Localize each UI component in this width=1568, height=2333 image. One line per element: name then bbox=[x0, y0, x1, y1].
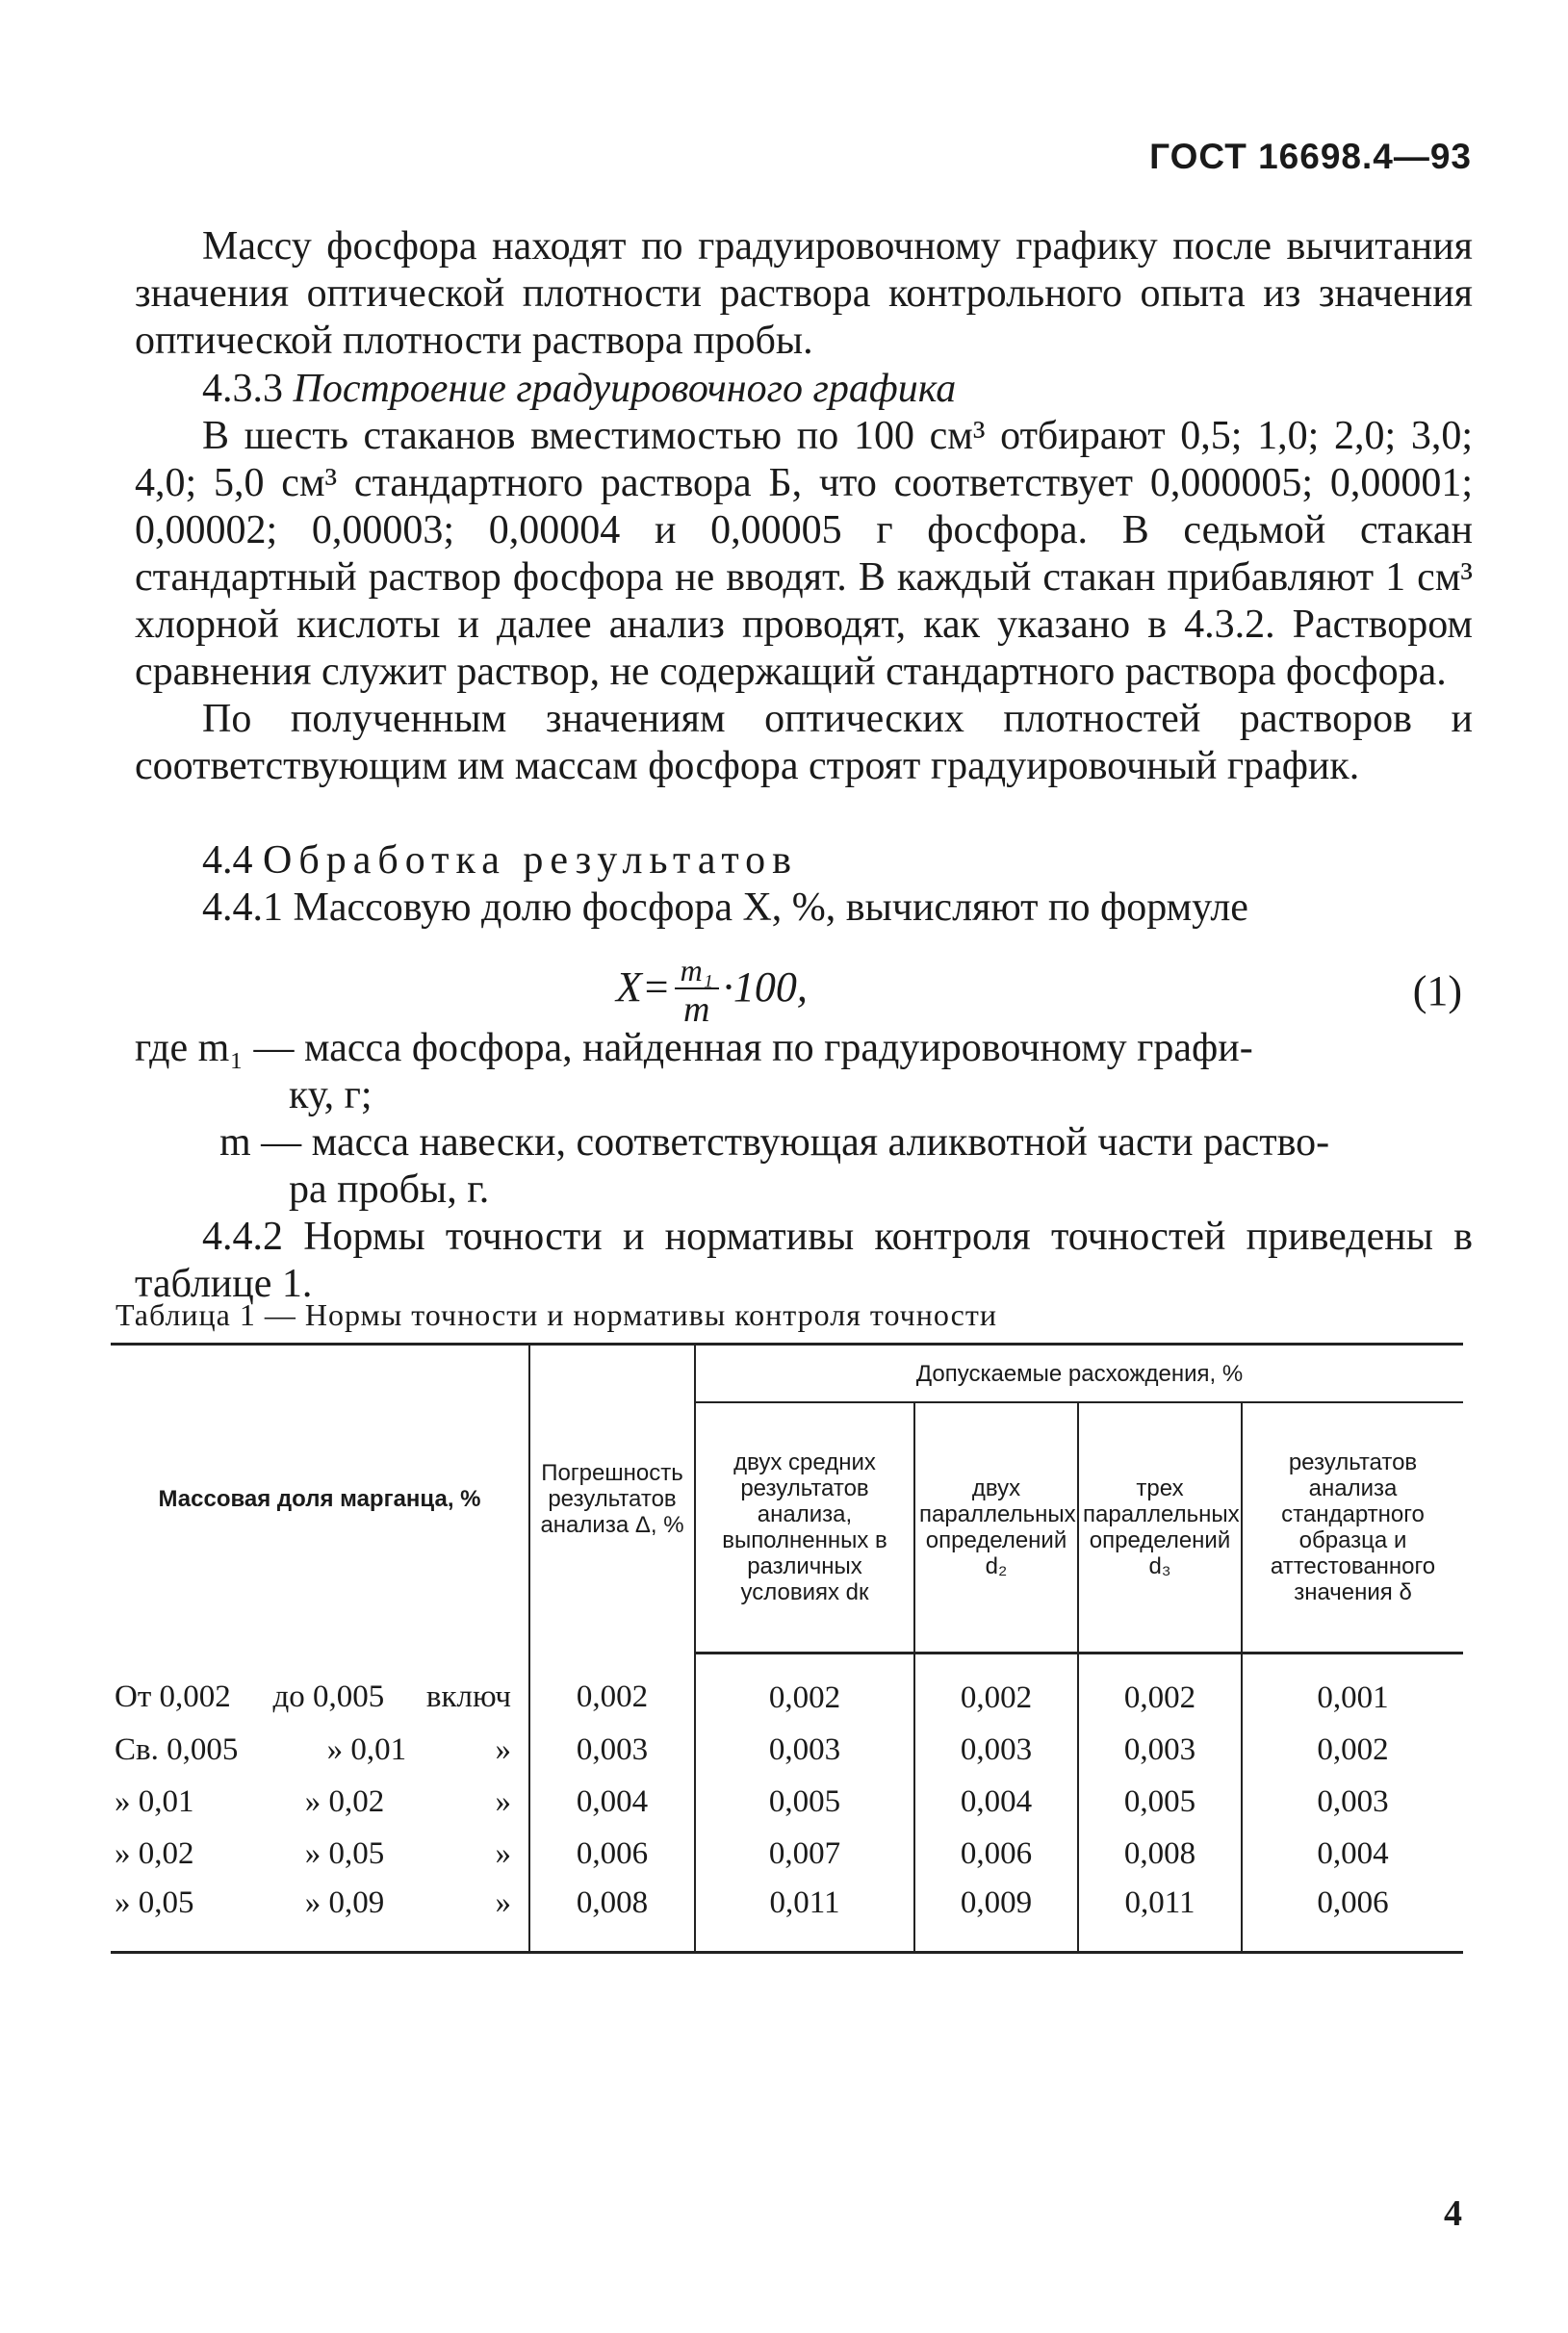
paragraph-mass-phosphorus: Массу фосфора находят по градуировочному графику после вычитания значения оптической плотности раствора контрольного опыта из значения оптической плотности раствора пробы. bbox=[135, 224, 1473, 363]
range-part: » 0,01 bbox=[326, 1731, 407, 1767]
range-part: » bbox=[495, 1835, 511, 1871]
cell-dk: 0,007 bbox=[695, 1828, 914, 1880]
cell-delta: 0,001 bbox=[1242, 1654, 1463, 1725]
header-dk: двух средних результатов анализа, выполненных в различных условиях dк bbox=[695, 1402, 914, 1654]
header-mass-fraction: Массовая доля марганца, % bbox=[111, 1345, 529, 1654]
cell-error: 0,003 bbox=[529, 1724, 695, 1776]
cell-d2: 0,009 bbox=[914, 1880, 1078, 1953]
formula bbox=[616, 953, 808, 1030]
range-part: » 0,01 bbox=[115, 1783, 194, 1819]
cell-d2: 0,003 bbox=[914, 1724, 1078, 1776]
formula-lhs: X= bbox=[616, 963, 671, 1012]
table-caption: Таблица 1 — Нормы точности и нормативы контроля точности bbox=[116, 1297, 997, 1332]
range-part: Св. 0,005 bbox=[115, 1731, 239, 1767]
range-part: » 0,05 bbox=[304, 1835, 385, 1871]
range-part: » 0,09 bbox=[304, 1885, 385, 1920]
document-header: ГОСТ 16698.4—93 bbox=[1149, 137, 1472, 176]
table-row bbox=[111, 1880, 1463, 1953]
paragraph-formula-intro: 4.4.1 Массовую долю фосфора X, %, вычисляют по формуле bbox=[202, 885, 1248, 930]
cell-range bbox=[111, 1654, 529, 1725]
formula-rhs: ·100, bbox=[722, 963, 808, 1012]
cell-range bbox=[111, 1724, 529, 1776]
cell-d3: 0,005 bbox=[1078, 1776, 1242, 1828]
cell-d2: 0,002 bbox=[914, 1654, 1078, 1725]
cell-d3: 0,002 bbox=[1078, 1654, 1242, 1725]
formula-denominator: m bbox=[682, 989, 710, 1030]
cell-dk: 0,003 bbox=[695, 1724, 914, 1776]
header-delta: результатов анализа стандартного образца и аттестованного значения δ bbox=[1242, 1402, 1463, 1654]
cell-range bbox=[111, 1776, 529, 1828]
range-part: до 0,005 bbox=[272, 1679, 385, 1714]
header-d2: двух параллельных определений d₂ bbox=[914, 1402, 1078, 1654]
cell-delta: 0,004 bbox=[1242, 1828, 1463, 1880]
range-part: включ bbox=[425, 1679, 511, 1714]
cell-d2: 0,004 bbox=[914, 1776, 1078, 1828]
section-title: Обработка результатов bbox=[263, 838, 799, 883]
cell-range bbox=[111, 1828, 529, 1880]
cell-d2: 0,006 bbox=[914, 1828, 1078, 1880]
header-d3: трех параллельных определений d₃ bbox=[1078, 1402, 1242, 1654]
formula-fraction bbox=[675, 953, 719, 1030]
paragraph-accuracy-norms: 4.4.2 Нормы точности и нормативы контроля точностей приведены в таблице 1. bbox=[135, 1215, 1473, 1306]
range-part: » bbox=[495, 1783, 511, 1819]
header-error: Погрешность результатов анализа Δ, % bbox=[529, 1345, 695, 1654]
range-part: От 0,002 bbox=[115, 1679, 231, 1714]
accuracy-norms-table bbox=[111, 1343, 1463, 1954]
cell-delta: 0,006 bbox=[1242, 1880, 1463, 1953]
formula-numerator: m₁ bbox=[675, 953, 719, 989]
range-part: » bbox=[495, 1731, 511, 1767]
range-part: » 0,02 bbox=[304, 1783, 385, 1819]
cell-range bbox=[111, 1880, 529, 1953]
cell-error: 0,006 bbox=[529, 1828, 695, 1880]
cell-d3: 0,011 bbox=[1078, 1880, 1242, 1953]
cell-d3: 0,008 bbox=[1078, 1828, 1242, 1880]
definition-m1-line2: ку, г; bbox=[289, 1073, 373, 1117]
cell-d3: 0,003 bbox=[1078, 1724, 1242, 1776]
section-number: 4.4 bbox=[202, 838, 253, 883]
section-4-3-3-heading bbox=[135, 366, 1473, 413]
table-row bbox=[111, 1724, 1463, 1776]
section-title: Построение градуировочного графика bbox=[293, 367, 957, 411]
paragraph-calibration-graph: По полученным значениям оптических плотностей растворов и соответствующим им массам фосфора строят градуировочный график. bbox=[135, 697, 1473, 788]
table-row bbox=[111, 1828, 1463, 1880]
table-row bbox=[111, 1776, 1463, 1828]
page-number: 4 bbox=[1444, 2193, 1462, 2234]
cell-dk: 0,005 bbox=[695, 1776, 914, 1828]
range-part: » 0,05 bbox=[115, 1885, 194, 1920]
range-part: » 0,02 bbox=[115, 1835, 194, 1871]
cell-error: 0,008 bbox=[529, 1880, 695, 1953]
cell-dk: 0,011 bbox=[695, 1880, 914, 1953]
cell-dk: 0,002 bbox=[695, 1654, 914, 1725]
definition-m-line2: ра пробы, г. bbox=[289, 1167, 490, 1212]
section-4-4-heading bbox=[135, 837, 1473, 884]
section-number: 4.3.3 bbox=[202, 367, 283, 411]
cell-error: 0,004 bbox=[529, 1776, 695, 1828]
range-part: » bbox=[495, 1885, 511, 1920]
table-body bbox=[111, 1654, 1463, 1953]
cell-error: 0,002 bbox=[529, 1654, 695, 1725]
cell-delta: 0,003 bbox=[1242, 1776, 1463, 1828]
paragraph-calibration-procedure: В шесть стаканов вместимостью по 100 см³ отбирают 0,5; 1,0; 2,0; 3,0; 4,0; 5,0 см³ стандартного раствора Б, что соответствует 0,000005; 0,00001; 0,00002; 0,00003; 0,00004 и 0,00005 г фосфора. В седьмой стакан стандартный раствор фосфора не вводят. В каждый стакан прибавляют 1 см³ хлорной кислоты и далее анализ проводят, как указано в 4.3.2. Раствором сравнения служит раствор, не содержащий стандартного раствора фосфора. bbox=[135, 414, 1473, 694]
header-allowed-discrepancies: Допускаемые расхождения, % bbox=[695, 1345, 1463, 1403]
equation-number: (1) bbox=[1412, 967, 1462, 1014]
table-row bbox=[111, 1654, 1463, 1725]
definition-m1-line1: где m₁ — масса фосфора, найденная по градуировочному графи- bbox=[135, 1026, 1253, 1070]
cell-delta: 0,002 bbox=[1242, 1724, 1463, 1776]
definition-m-line1: m — масса навески, соответствующая аликвотной части раство- bbox=[219, 1120, 1330, 1165]
